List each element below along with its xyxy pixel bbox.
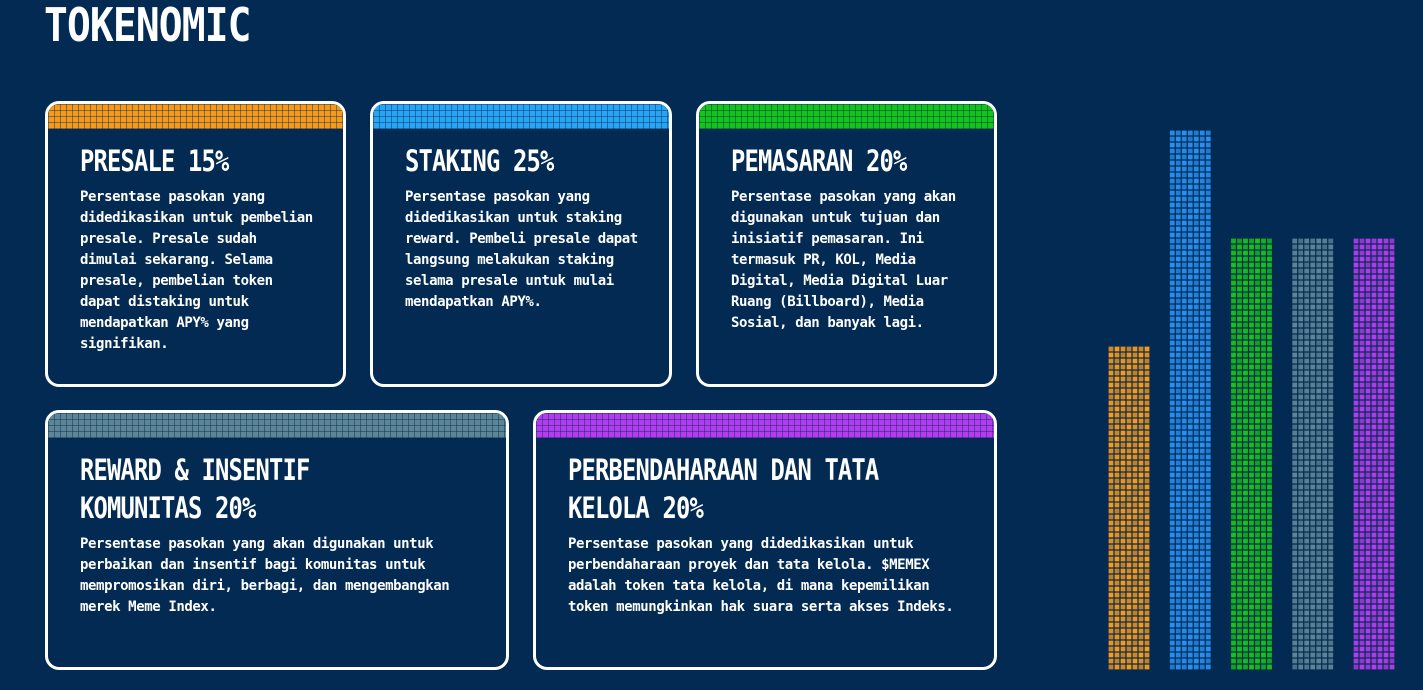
community-reward-title: REWARD & INSENTIF KOMUNITAS 20% bbox=[80, 453, 310, 525]
marketing-description: Persentase pasokan yang akan digunakan untuk tujuan dan inisiatif pemasaran. Ini termasuk PR, KOL, Media Digital, Media Digital Luar Ruang (Billboard), Media Sosial, dan banyak lagi. bbox=[731, 189, 956, 331]
staking-description: Persentase pasokan yang didedikasikan untuk staking reward. Pembeli presale dapat langsung melakukan staking selama presale untuk mulai mendapatkan APY%. bbox=[405, 189, 638, 310]
treasury-governance-stripe bbox=[536, 413, 994, 438]
community-reward-description: Persentase pasokan yang akan digunakan untuk perbaikan dan insentif bagi komunitas untuk mempromosikan diri, berbagi, dan mengembangkan merek Meme Index. bbox=[80, 536, 450, 615]
presale-description: Persentase pasokan yang didedikasikan untuk pembelian presale. Presale sudah dimulai sekarang. Selama presale, pembelian token dapat distaking untuk mendapatkan APY% yang signifikan. bbox=[80, 189, 313, 352]
bar-2 bbox=[1170, 131, 1211, 670]
page-title: TOKENOMIC bbox=[44, 0, 251, 52]
presale-stripe bbox=[48, 104, 343, 129]
marketing-card bbox=[696, 101, 997, 387]
presale-card bbox=[45, 101, 346, 387]
bar-5 bbox=[1354, 239, 1395, 670]
marketing-stripe bbox=[699, 104, 994, 129]
bar-3 bbox=[1231, 239, 1272, 670]
treasury-governance-title: PERBENDAHARAAN DAN TATA KELOLA 20% bbox=[568, 453, 879, 525]
bar-1 bbox=[1109, 347, 1150, 670]
treasury-governance-description: Persentase pasokan yang didedikasikan untuk perbendaharaan proyek dan tata kelola. $MEMEX adalah token tata kelola, di mana kepemilikan token memungkinkan hak suara serta akses Indeks. bbox=[568, 536, 954, 615]
marketing-title: PEMASARAN 20% bbox=[731, 144, 907, 178]
treasury-governance-card bbox=[533, 410, 997, 670]
community-reward-card bbox=[45, 410, 509, 670]
presale-title: PRESALE 15% bbox=[80, 144, 229, 178]
staking-card bbox=[370, 101, 672, 387]
community-reward-stripe bbox=[48, 413, 506, 438]
staking-stripe bbox=[373, 104, 669, 129]
staking-title: STAKING 25% bbox=[405, 144, 554, 178]
tokenomic-bar-chart bbox=[1090, 110, 1420, 675]
bar-4 bbox=[1292, 239, 1333, 670]
